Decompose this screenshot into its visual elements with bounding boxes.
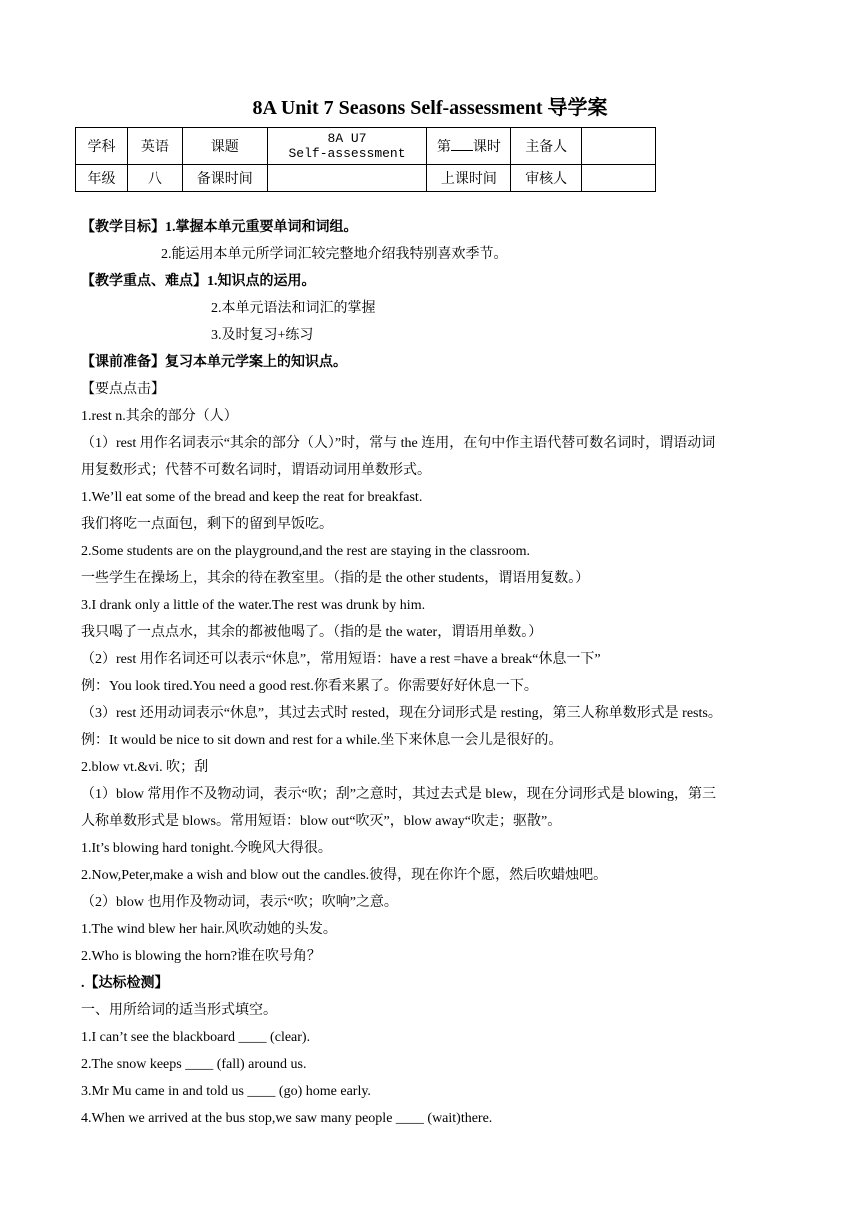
blow-example-2: 2.Now,Peter,make a wish and blow out the candles.彼得，现在你许个愿，然后吹蜡烛吧。 — [81, 868, 608, 883]
key-points-heading: 【教学重点、难点】 — [81, 274, 207, 289]
prep-time-label: 备课时间 — [182, 165, 267, 192]
goals-item-1: 1.掌握本单元重要单词和词组。 — [165, 220, 358, 235]
key-points-item-3: 3.及时复习+练习 — [211, 328, 314, 343]
goals-heading: 【教学目标】 — [81, 220, 165, 235]
check-heading: .【达标检测】 — [81, 976, 169, 991]
topic-value-line2: Self-assessment — [288, 146, 406, 161]
lesson-number-cell — [427, 128, 511, 165]
rest-example-2-en: 2.Some students are on the playground,and the rest are staying in the classroom. — [81, 544, 531, 559]
topic-value — [267, 128, 427, 165]
topic-label: 课题 — [182, 128, 267, 165]
question-3: 3.Mr Mu came in and told us ____ (go) home early. — [81, 1084, 371, 1099]
question-2: 2.The snow keeps ____ (fall) around us. — [81, 1057, 307, 1072]
rest-explain-3-example: 例：It would be nice to sit down and rest for a while.坐下来休息一会儿是很好的。 — [81, 733, 563, 748]
prep-time-value — [267, 165, 427, 192]
subject-label: 学科 — [76, 128, 128, 165]
grade-value: 八 — [127, 165, 182, 192]
preparer-value — [582, 128, 656, 165]
rest-explain-2: （2）rest 用作名词还可以表示“休息”，常用短语：have a rest =have a break“休息一下” — [81, 652, 601, 667]
question-4: 4.When we arrived at the bus stop,we saw many people ____ (wait)there. — [81, 1111, 493, 1126]
lesson-blank — [451, 138, 473, 151]
rest-explain-3: （3）rest 还用动词表示“休息”，其过去式时 rested，现在分词形式是 resting，第三人称单数形式是 rests。 — [81, 706, 722, 721]
reviewer-label: 审核人 — [511, 165, 582, 192]
subject-value: 英语 — [127, 128, 182, 165]
grade-label: 年级 — [76, 165, 128, 192]
rest-example-1-en: 1.We’ll eat some of the bread and keep the reat for breakfast. — [81, 490, 423, 505]
question-1: 1.I can’t see the blackboard ____ (clear). — [81, 1030, 311, 1045]
key-points-line — [81, 273, 316, 291]
points-heading: 【要点点击】 — [81, 382, 165, 397]
blow-explain-2-example-1: 1.The wind blew her hair.风吹动她的头发。 — [81, 922, 337, 937]
preparer-label: 主备人 — [511, 128, 582, 165]
blow-explain-1b: 人称单数形式是 blows。常用短语：blow out“吹灭”，blow away“吹走；驱散”。 — [81, 814, 562, 829]
rest-title: 1.rest n.其余的部分（人） — [81, 409, 238, 424]
rest-explain-1b: 用复数形式；代替不可数名词时，谓语动词用单数形式。 — [81, 463, 431, 478]
page-title: 8A Unit 7 Seasons Self-assessment 导学案 — [252, 97, 608, 119]
task-1-instructions: 一、用所给词的适当形式填空。 — [81, 1003, 277, 1018]
rest-example-2-cn: 一些学生在操场上，其余的待在教室里。（指的是 the other students，谓语用复数。） — [81, 571, 590, 586]
rest-explain-1: （1）rest 用作名词表示“其余的部分（人）”时，常与 the 连用，在句中作主语代替可数名词时，谓语动词 — [81, 436, 716, 451]
preparation-text: 复习本单元学案上的知识点。 — [165, 355, 347, 370]
rest-example-3-cn: 我只喝了一点点水，其余的都被他喝了。（指的是 the water，谓语用单数。） — [81, 625, 543, 640]
preparation-heading: 【课前准备】 — [81, 355, 165, 370]
blow-explain-1: （1）blow 常用作不及物动词，表示“吹；刮”之意时，其过去式是 blew，现在分词形式是 blowing，第三 — [81, 787, 717, 802]
rest-example-3-en: 3.I drank only a little of the water.The rest was drunk by him. — [81, 598, 426, 613]
class-time-label: 上课时间 — [427, 165, 511, 192]
rest-example-1-cn: 我们将吃一点面包，剩下的留到早饭吃。 — [81, 517, 333, 532]
blow-example-1: 1.It’s blowing hard tonight.今晚风大得很。 — [81, 841, 332, 856]
key-points-item-2: 2.本单元语法和词汇的掌握 — [211, 301, 376, 316]
blow-title: 2.blow vt.&vi. 吹；刮 — [81, 760, 209, 775]
blow-explain-2: （2）blow 也用作及物动词，表示“吹；吹响”之意。 — [81, 895, 398, 910]
rest-explain-2-example: 例：You look tired.You need a good rest.你看来累了。你需要好好休息一下。 — [81, 679, 538, 694]
topic-value-line1: 8A U7 — [327, 131, 367, 146]
key-points-item-1: 1.知识点的运用。 — [207, 274, 316, 289]
lesson-prefix: 第 — [436, 140, 451, 155]
blow-explain-2-example-2: 2.Who is blowing the horn?谁在吹号角？ — [81, 949, 321, 964]
info-table — [75, 127, 656, 192]
preparation-line — [81, 354, 347, 372]
lesson-suffix: 课时 — [472, 140, 501, 155]
goals-line — [81, 219, 358, 237]
goals-item-2: 2.能运用本单元所学词汇较完整地介绍我特别喜欢季节。 — [161, 247, 508, 262]
reviewer-value — [582, 165, 656, 192]
